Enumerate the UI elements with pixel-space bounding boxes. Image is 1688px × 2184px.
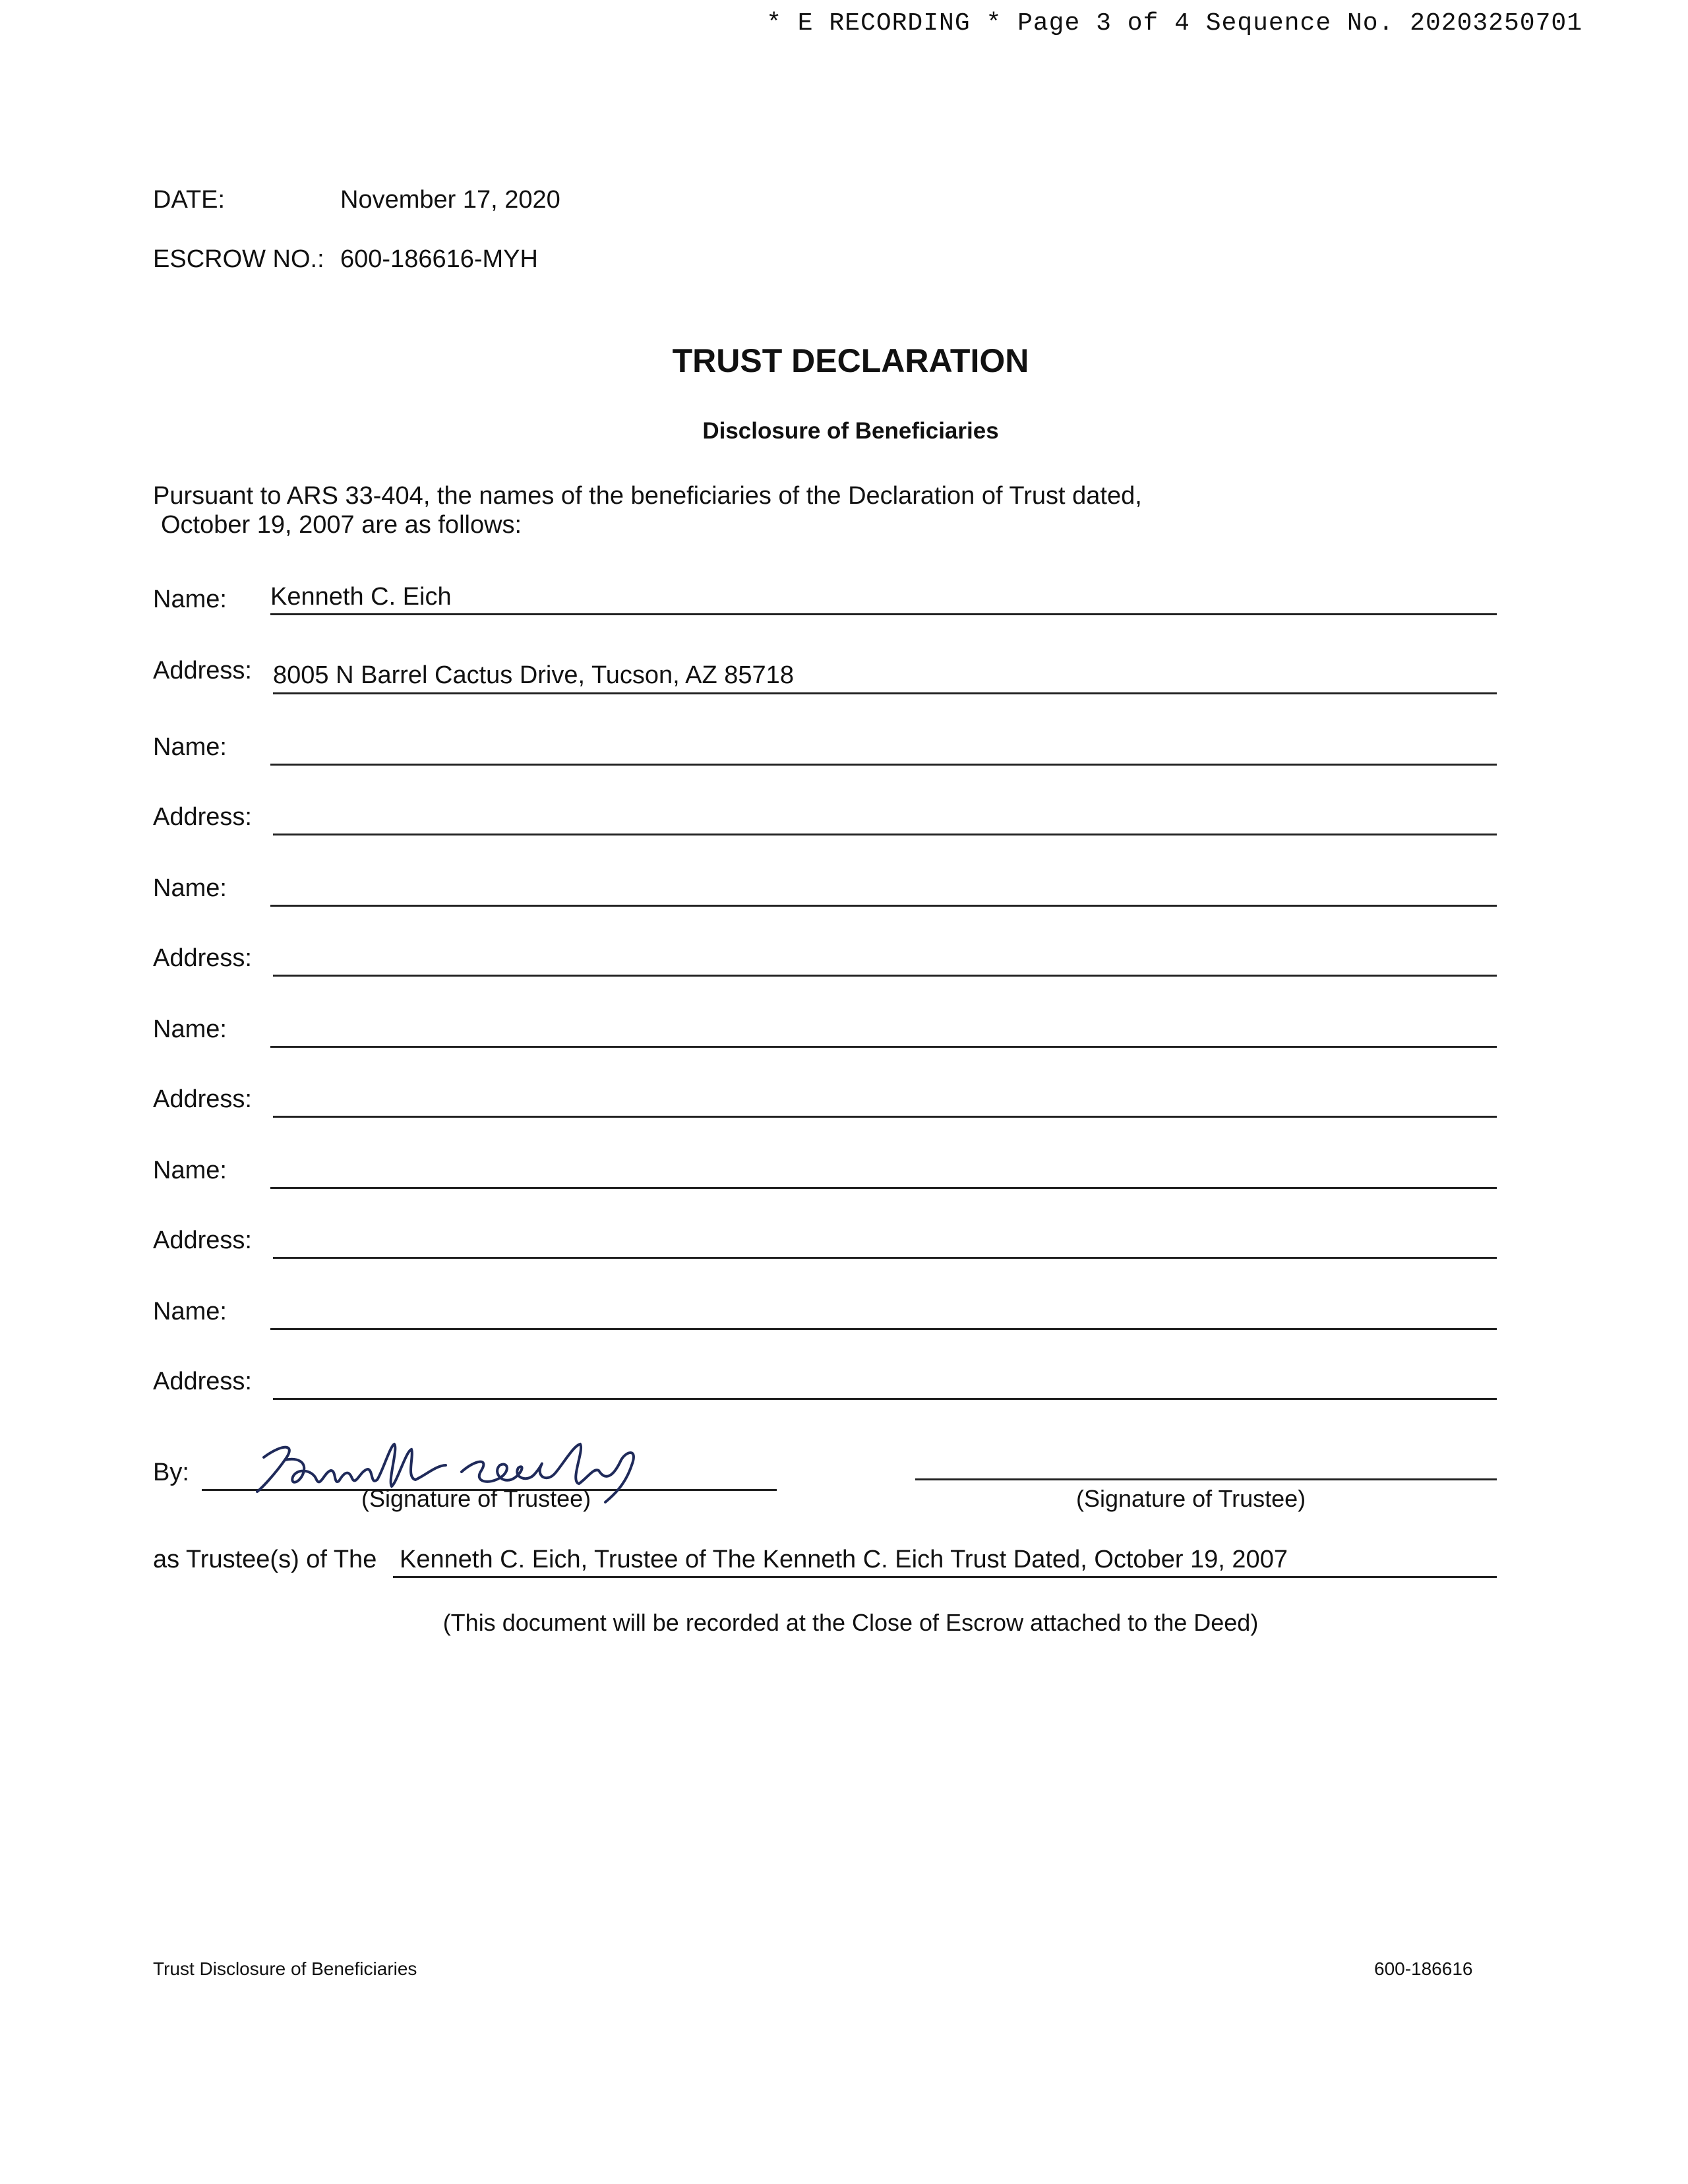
beneficiary-name-label: Name: (153, 1157, 227, 1184)
beneficiary-address-line (273, 1257, 1497, 1259)
footer-escrow-number: 600-186616 (1374, 1958, 1473, 1979)
beneficiary-name-line (270, 905, 1497, 907)
escrow-number: 600-186616-MYH (340, 245, 538, 273)
beneficiary-name-line (270, 613, 1497, 615)
trustee-value: Kenneth C. Eich, Trustee of The Kenneth C. Eich Trust Dated, October 19, 2007 (400, 1546, 1288, 1573)
beneficiary-name-label: Name: (153, 1298, 227, 1325)
document-subtitle: Disclosure of Beneficiaries (702, 418, 999, 444)
date-label: DATE: (153, 186, 226, 214)
beneficiary-name-label: Name: (153, 874, 227, 902)
beneficiary-name-label: Name: (153, 586, 227, 613)
footer-form-title: Trust Disclosure of Beneficiaries (153, 1958, 417, 1979)
beneficiary-address-line (273, 1398, 1497, 1400)
signature-caption-right: (Signature of Trustee) (1076, 1485, 1306, 1512)
beneficiary-name-label: Name: (153, 733, 227, 761)
beneficiary-address-label: Address: (153, 657, 252, 684)
by-label: By: (153, 1459, 189, 1486)
beneficiary-address-line (273, 692, 1497, 694)
document-title: TRUST DECLARATION (672, 342, 1029, 379)
intro-line-1: Pursuant to ARS 33-404, the names of the beneficiaries of the Declaration of Trust dated, (153, 482, 1142, 510)
beneficiary-address-label: Address: (153, 803, 252, 831)
intro-paragraph (153, 481, 1406, 539)
signature-line-right (915, 1478, 1497, 1480)
beneficiary-address-line (273, 975, 1497, 977)
intro-line-2: October 19, 2007 are as follows: (161, 511, 522, 539)
recording-header: * E RECORDING * Page 3 of 4 Sequence No. 20203250701 (766, 9, 1582, 38)
trustee-label: as Trustee(s) of The (153, 1546, 377, 1573)
beneficiary-name-line (270, 1328, 1497, 1330)
beneficiary-address-label: Address: (153, 1085, 252, 1113)
beneficiary-name-label: Name: (153, 1016, 227, 1043)
beneficiary-address-line (273, 834, 1497, 835)
beneficiary-name-line (270, 764, 1497, 766)
beneficiary-address-label: Address: (153, 1368, 252, 1395)
beneficiary-name-value: Kenneth C. Eich (270, 583, 452, 611)
trustee-line (393, 1576, 1497, 1578)
signature-caption-left: (Signature of Trustee) (361, 1485, 591, 1512)
escrow-label: ESCROW NO.: (153, 245, 324, 273)
beneficiary-address-value: 8005 N Barrel Cactus Drive, Tucson, AZ 85718 (273, 661, 794, 689)
beneficiary-name-line (270, 1046, 1497, 1048)
beneficiary-name-line (270, 1187, 1497, 1189)
date-value: November 17, 2020 (340, 186, 560, 214)
recording-note: (This document will be recorded at the Close of Escrow attached to the Deed) (442, 1609, 1259, 1636)
beneficiary-address-line (273, 1116, 1497, 1118)
beneficiary-address-label: Address: (153, 944, 252, 972)
beneficiary-address-label: Address: (153, 1227, 252, 1254)
